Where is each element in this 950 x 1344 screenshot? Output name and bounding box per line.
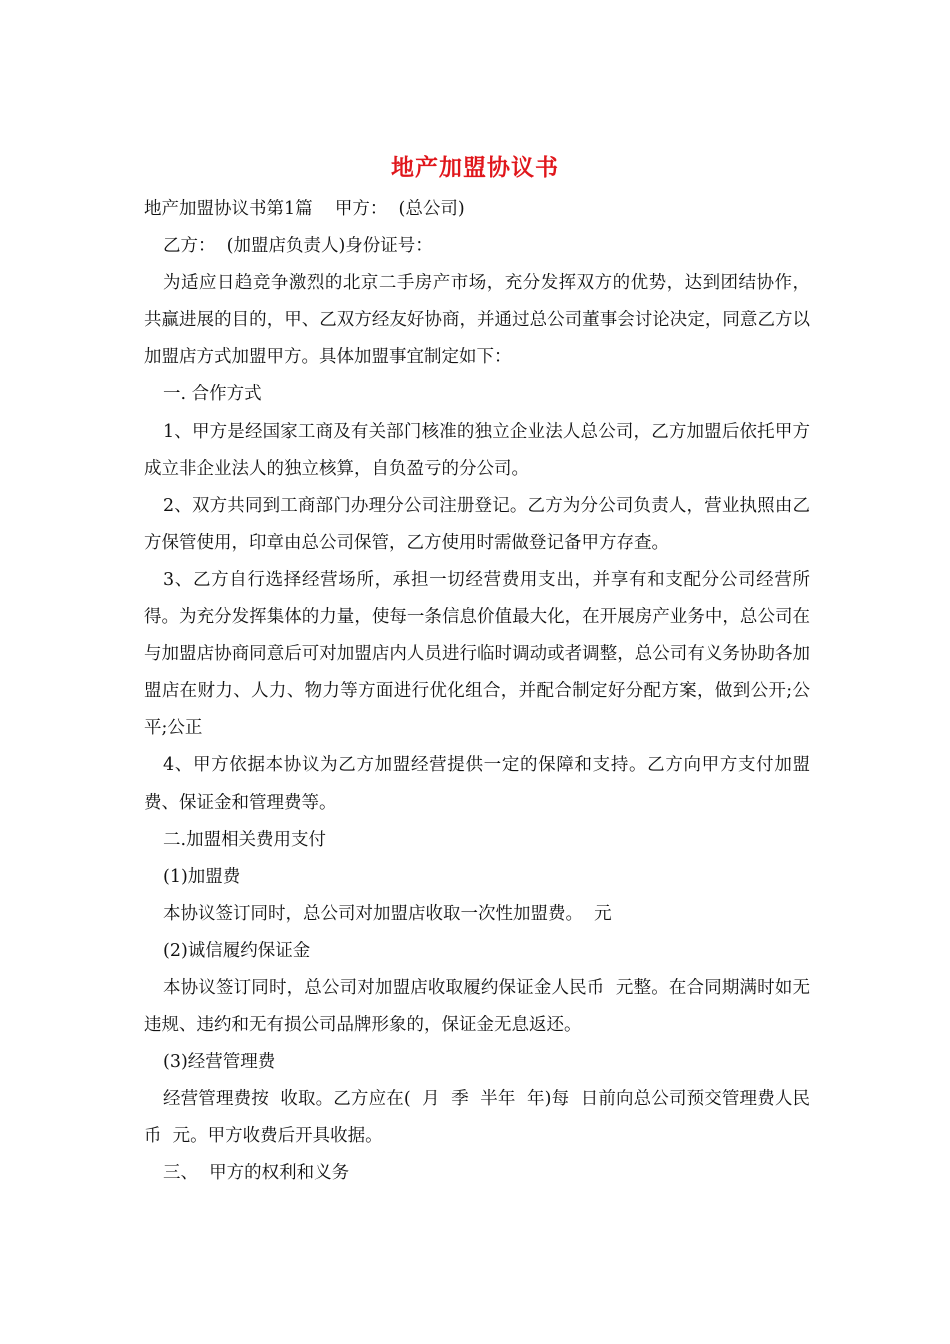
paragraph-management-fee: 经营管理费按 收取。乙方应在( 月 季 半年 年)每 日前向总公司预交管理费人民币 元。甲方收费后开具收据。 xyxy=(144,1089,810,1147)
paragraph-clause-1: 1、甲方是经国家工商及有关部门核准的独立企业法人总公司，乙方加盟后依托甲方成立非企业法人的独立核算，自负盈亏的分公司。 xyxy=(144,421,810,479)
document-body xyxy=(144,191,816,1193)
paragraph-header: 地产加盟协议书第1篇 甲方： (总公司) xyxy=(144,199,465,219)
section-heading-fees: 二.加盟相关费用支付 xyxy=(163,829,327,850)
document-title: 地产加盟协议书 xyxy=(391,154,559,181)
paragraph-party-b: 乙方： (加盟店负责人)身份证号： xyxy=(163,236,433,257)
subheading-franchise-fee: (1)加盟费 xyxy=(163,866,241,887)
section-heading-rights: 三、 甲方的权利和义务 xyxy=(163,1163,350,1184)
paragraph-franchise-fee: 本协议签订同时，总公司对加盟店收取一次性加盟费。 元 xyxy=(163,903,612,924)
subheading-deposit: (2)诚信履约保证金 xyxy=(163,940,311,961)
subheading-management-fee: (3)经营管理费 xyxy=(163,1052,276,1073)
paragraph-deposit: 本协议签订同时，总公司对加盟店收取履约保证金人民币 元整。在合同期满时如无违规、违约和无有损公司品牌形象的，保证金无息返还。 xyxy=(144,977,810,1036)
paragraph-clause-2: 2、双方共同到工商部门办理分公司注册登记。乙方为分公司负责人，营业执照由乙方保管使用，印章由总公司保管，乙方使用时需做登记备甲方存查。 xyxy=(144,495,810,553)
paragraph-clause-3: 3、乙方自行选择经营场所，承担一切经营费用支出，并享有和支配分公司经营所得。为充分发挥集体的力量，使每一条信息价值最大化，在开展房产业务中，总公司在 与加盟店协商同意后可对加盟店内人员进行临时调动或者调整，总公司有义务协助各加盟店在财力、人力、物力等方面进行优化组合，并配合制定好分配方案，做到公开;公平;公正 xyxy=(144,569,816,739)
paragraph-clause-4: 4、甲方依据本协议为乙方加盟经营提供一定的保障和支持。乙方向甲方支付加盟费、保证金和管理费等。 xyxy=(144,755,810,813)
paragraph-preamble: 为适应日趋竞争激烈的北京二手房产市场，充分发挥双方的优势，达到团结协作，共赢进展的目的，甲、乙双方经友好协商，并通过总公司董事会讨论决定，同意乙方以加盟店方式加盟甲方。具体加盟事宜制定如下： xyxy=(144,273,810,368)
section-heading-cooperation: 一. 合作方式 xyxy=(163,384,262,405)
